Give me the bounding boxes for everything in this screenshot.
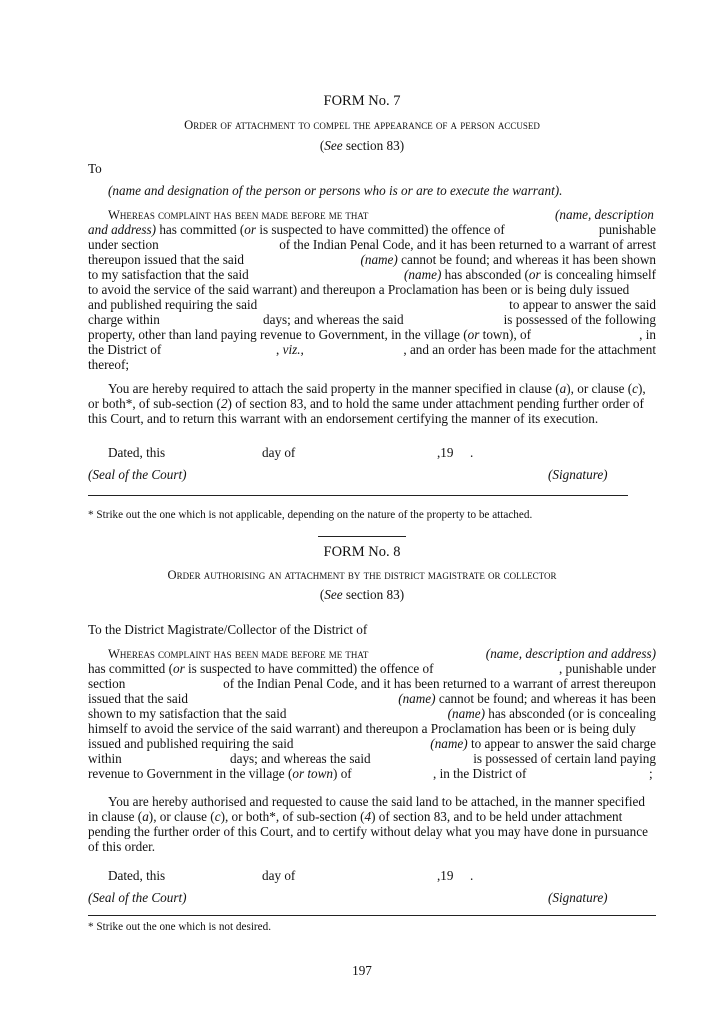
text-line: shown to my satisfaction that the said: [88, 706, 287, 721]
text-line: (name) to appear to answer the said charge: [430, 736, 656, 751]
text-line: , in: [639, 327, 656, 342]
text-line: pending the further order of this Court, and to certify without delay what you may have done in pursuance: [88, 824, 648, 839]
form7-addressee-hint: (name and designation of the person or persons who is or are to execute the warrant).: [108, 183, 563, 198]
text-line: charge within: [88, 312, 160, 327]
text-line: and published requiring the said: [88, 297, 258, 312]
form7-divider: [88, 495, 628, 496]
form7-period: .: [470, 445, 474, 460]
form7-subtitle: Order of attachment to compel the appearance of a person accused: [184, 118, 540, 132]
text-line: punishable: [598, 222, 656, 237]
text-line: under section: [88, 237, 159, 252]
form7-dated-label: Dated, this: [108, 445, 166, 460]
text-line: to my satisfaction that the said: [88, 267, 249, 282]
form7-footnote: * Strike out the one which is not applicable, depending on the nature of the property to be attached.: [88, 509, 533, 521]
text-line: (name) cannot be found; and whereas it has been shown: [360, 252, 656, 267]
text-line: days; and whereas the said: [263, 312, 404, 327]
text-line: thereupon issued that the said: [88, 252, 245, 267]
text-line: has committed (or is suspected to have committed) the offence of: [88, 661, 434, 676]
form8-period: .: [470, 868, 474, 883]
text-line: (name) has absconded (or is concealing: [447, 706, 656, 721]
form8-signature: (Signature): [548, 890, 608, 905]
text-line: this Court, and to return this warrant with an endorsement certifying the manner of its execution.: [88, 411, 599, 426]
text-line: , and an order has been made for the attachment: [403, 342, 656, 357]
text-line: of this order.: [88, 839, 156, 854]
text-line: , punishable under: [558, 661, 656, 676]
text-line: You are hereby required to attach the said property in the manner specified in clause (a), or clause (c),: [108, 381, 646, 396]
text-line: thereof;: [88, 357, 130, 372]
text-line: issued that the said: [88, 691, 188, 706]
text-line: section: [88, 676, 126, 691]
text-line: in clause (a), or clause (c), or both*, of sub-section (4) of section 83, and to be held under attachment: [88, 809, 623, 824]
text-line: to appear to answer the said: [509, 297, 656, 312]
text-line: issued and published requiring the said: [88, 736, 294, 751]
form8-divider: [88, 915, 656, 916]
text-line: himself to avoid the service of the said warrant) and thereupon a Proclamation has been or is being duly: [88, 721, 636, 736]
form7-section-ref: (See section 83): [319, 138, 405, 153]
section-separator: [318, 536, 406, 537]
form8-seal: (Seal of the Court): [88, 890, 187, 905]
text-line: of the Indian Penal Code, and it has been returned to a warrant of arrest: [279, 237, 656, 252]
form8-footnote: * Strike out the one which is not desired.: [88, 921, 272, 933]
form8-year-label: ,19: [437, 868, 454, 883]
text-line: (name, description and address): [485, 646, 656, 661]
text-line: (name) has absconded (or is concealing himself: [404, 267, 656, 282]
page-number: 197: [352, 963, 372, 978]
text-line: revenue to Government in the village (or town) of: [88, 766, 352, 781]
form8-dated-label: Dated, this: [108, 868, 166, 883]
text-line: the District of: [88, 342, 162, 357]
text-line: and address) has committed (or is suspected to have committed) the offence of: [88, 222, 505, 237]
text-line: of the Indian Penal Code, and it has been returned to a warrant of arrest thereupon: [223, 676, 656, 691]
form7-seal: (Seal of the Court): [88, 467, 187, 482]
text-line: You are hereby authorised and requested to cause the said land to be attached, in the manner specified: [108, 794, 645, 809]
text-line: days; and whereas the said: [230, 751, 371, 766]
form8-day-of-label: day of: [262, 868, 296, 883]
form7-day-of-label: day of: [262, 445, 296, 460]
text-line: , in the District of: [433, 766, 527, 781]
form7-year-label: ,19: [437, 445, 454, 460]
text-line: is possessed of the following: [503, 312, 656, 327]
form8-subtitle: Order authorising an attachment by the district magistrate or collector: [167, 568, 557, 582]
form7-to: To: [88, 161, 102, 176]
text-line: property, other than land paying revenue to Government, in the village (or town), of: [88, 327, 532, 342]
text-line: to avoid the service of the said warrant) and thereupon a Proclamation has been or is being duly issued: [88, 282, 630, 297]
text-line: (name, description: [555, 207, 654, 222]
form7-title: FORM No. 7: [323, 93, 401, 109]
text-line: Whereas complaint has been made before me that: [108, 208, 369, 222]
form8-section-ref: (See section 83): [319, 587, 405, 602]
text-line: within: [88, 751, 122, 766]
text-line: , viz.,: [276, 342, 304, 357]
text-line: is possessed of certain land paying: [473, 751, 656, 766]
text-line: Whereas complaint has been made before me that: [108, 647, 369, 661]
form8-title: FORM No. 8: [323, 544, 401, 560]
text-line: ;: [649, 766, 653, 781]
form8-to: To the District Magistrate/Collector of the District of: [88, 622, 368, 637]
text-line: (name) cannot be found; and whereas it has been: [398, 691, 656, 706]
text-line: or both*, of sub-section (2) of section 83, and to hold the same under attachment pending further order of: [88, 396, 644, 411]
form7-signature: (Signature): [548, 467, 608, 482]
